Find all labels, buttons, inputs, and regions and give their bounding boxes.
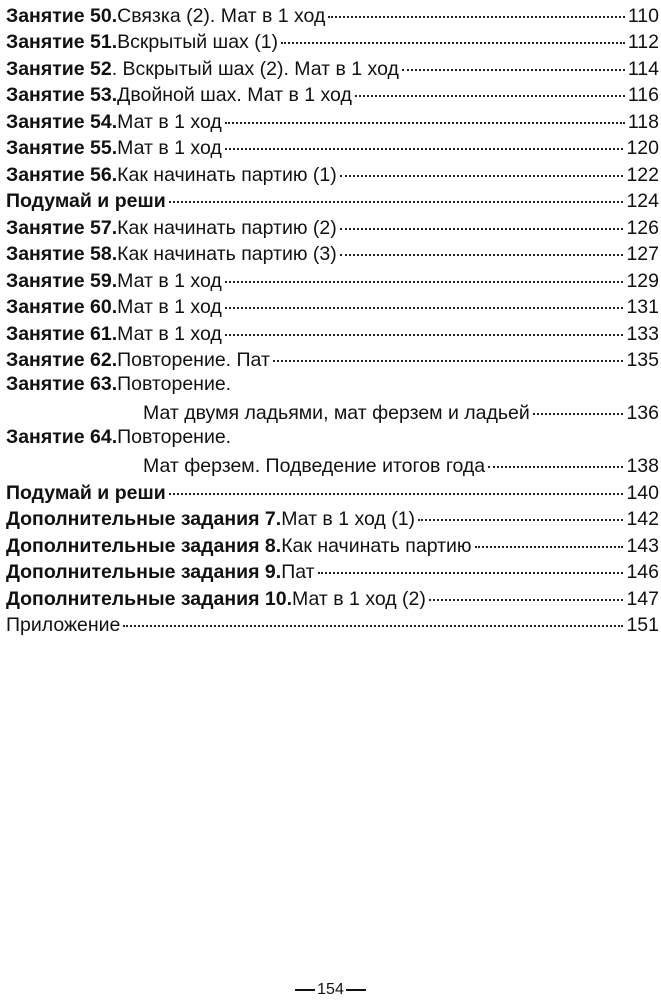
toc-entry-page-number: 136 xyxy=(626,402,659,424)
toc-entry-title: Вскрытый шах (1) xyxy=(117,31,279,53)
footer-dash-left xyxy=(295,989,315,991)
toc-entry-heading: Дополнительные задания 8. xyxy=(6,534,282,557)
toc-entry-page-number: 118 xyxy=(627,110,659,133)
toc-entry-page-number: 122 xyxy=(626,163,659,186)
toc-entry-page-number: 127 xyxy=(626,243,659,265)
toc-entry-title: Мат в 1 ход (2) xyxy=(292,587,426,610)
toc-entry-title: Как начинать партию (1) xyxy=(117,163,337,186)
toc-entry-title: Как начинать партию (3) xyxy=(117,243,337,265)
dot-leader xyxy=(225,314,624,336)
toc-entry-page-number: 110 xyxy=(627,4,659,27)
toc-entry-title: Мат в 1 ход xyxy=(117,296,222,318)
table-of-contents xyxy=(6,0,659,636)
dot-leader xyxy=(225,288,624,310)
toc-entry-title: Двойной шах. Мат в 1 ход xyxy=(117,84,352,106)
toc-entry-title: Мат в 1 ход xyxy=(117,110,222,133)
toc-entry-page-number: 140 xyxy=(626,481,659,504)
toc-entry-page-number: 138 xyxy=(626,455,659,477)
toc-entry-title: Приложение xyxy=(6,614,121,636)
dot-leader xyxy=(169,473,624,495)
toc-entry-title: Пат xyxy=(281,561,315,583)
toc-entry-title: Повторение. Пат xyxy=(117,349,270,371)
toc-entry-heading: Подумай и реши xyxy=(6,481,166,504)
dot-leader xyxy=(169,182,624,204)
toc-entry-page-number: 129 xyxy=(626,269,659,292)
toc-entry-title: Повторение. xyxy=(117,426,232,448)
toc-entry-heading: Занятие 61. xyxy=(6,322,118,345)
dot-leader xyxy=(225,261,624,283)
toc-entry-heading: Занятие 59. xyxy=(6,269,118,292)
dot-leader xyxy=(123,606,623,628)
footer-dash-right xyxy=(346,989,366,991)
toc-entry-title-line2: Мат ферзем. Подведение итогов года xyxy=(143,455,486,477)
dot-leader xyxy=(328,0,625,18)
toc-entry-heading: Занятие 60. xyxy=(6,296,118,318)
toc-entry-continuation xyxy=(6,398,659,425)
toc-entry-page-number: 131 xyxy=(626,296,659,318)
toc-entry-page-number: 124 xyxy=(626,190,659,212)
toc-entry-title: Мат в 1 ход xyxy=(117,137,222,159)
toc-entry xyxy=(6,345,659,372)
toc-entry-page-number: 143 xyxy=(626,534,659,557)
toc-entry-heading: Занятие 51. xyxy=(6,31,118,53)
toc-entry-title: Повторение. xyxy=(117,373,232,395)
toc-entry-page-number: 116 xyxy=(627,84,659,106)
toc-entry-page-number: 147 xyxy=(626,587,659,610)
dot-leader xyxy=(488,447,623,469)
dot-leader xyxy=(355,76,625,98)
toc-entry-heading: Занятие 63. xyxy=(6,373,118,395)
toc-entry-page-number: 133 xyxy=(626,322,659,345)
toc-entry-heading: Занятие 50. xyxy=(6,4,118,27)
toc-entry-page-number: 112 xyxy=(627,31,659,53)
page-footer xyxy=(0,981,661,999)
dot-leader xyxy=(340,208,624,230)
toc-entry-title: Как начинать партию (2) xyxy=(117,216,337,239)
dot-leader xyxy=(475,526,624,548)
toc-entry-page-number: 126 xyxy=(626,216,659,239)
toc-entry-title: . Вскрытый шах (2). Мат в 1 ход xyxy=(111,57,399,80)
toc-entry-heading: Занятие 53. xyxy=(6,84,118,106)
toc-entry-heading: Занятие 57. xyxy=(6,216,118,239)
toc-entry-heading: Занятие 56. xyxy=(6,163,118,186)
dot-leader xyxy=(418,500,623,522)
toc-entry xyxy=(6,610,659,637)
dot-leader xyxy=(402,49,625,71)
toc-entry-heading: Подумай и реши xyxy=(6,190,166,212)
dot-leader xyxy=(429,579,624,601)
page-number: 154 xyxy=(317,981,344,998)
toc-entry-heading: Занятие 64. xyxy=(6,426,118,448)
toc-entry-heading: Занятие 55. xyxy=(6,137,118,159)
toc-entry-page-number: 114 xyxy=(627,57,659,80)
toc-entry-title: Как начинать партию xyxy=(281,534,472,557)
toc-entry-title-line2: Мат двумя ладьями, мат ферзем и ладьей xyxy=(143,402,530,424)
toc-entry-title: Мат в 1 ход xyxy=(117,269,222,292)
toc-entry-heading: Занятие 54. xyxy=(6,110,118,133)
dot-leader xyxy=(340,235,624,257)
toc-entry-heading: Дополнительные задания 10. xyxy=(6,587,293,610)
toc-entry-title: Мат в 1 ход xyxy=(117,322,222,345)
dot-leader xyxy=(533,394,624,416)
dot-leader xyxy=(340,155,624,177)
toc-entry-heading: Дополнительные задания 7. xyxy=(6,508,282,530)
toc-entry-page-number: 146 xyxy=(626,561,659,583)
dot-leader xyxy=(273,341,624,363)
dot-leader xyxy=(225,129,624,151)
dot-leader xyxy=(225,102,625,124)
toc-entry-page-number: 151 xyxy=(626,614,659,636)
toc-entry-heading: Дополнительные задания 9. xyxy=(6,561,282,583)
toc-entry-heading: Занятие 58. xyxy=(6,243,118,265)
toc-entry-page-number: 120 xyxy=(626,137,659,159)
dot-leader xyxy=(318,553,624,575)
toc-entry-title: Мат в 1 ход (1) xyxy=(281,508,416,530)
dot-leader xyxy=(281,23,625,45)
toc-entry-heading: Занятие 52 xyxy=(6,57,112,80)
toc-entry-title: Связка (2). Мат в 1 ход xyxy=(117,4,326,27)
toc-entry-page-number: 142 xyxy=(626,508,659,530)
toc-entry-heading: Занятие 62. xyxy=(6,349,118,371)
toc-entry-page-number: 135 xyxy=(626,349,659,371)
